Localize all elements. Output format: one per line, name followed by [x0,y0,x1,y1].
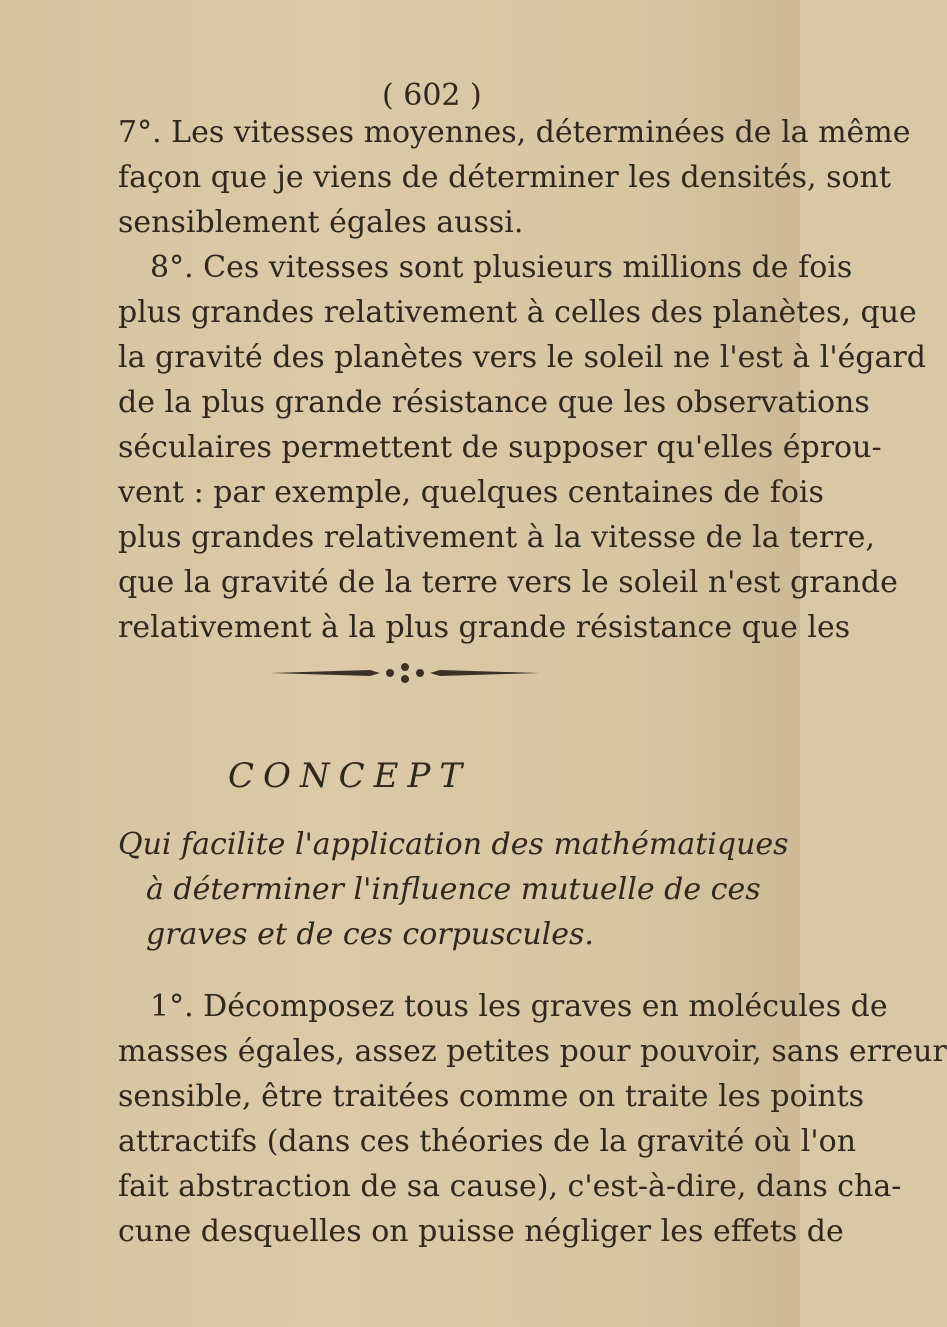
text-line: plus grandes relativement à la vitesse de la terre, [118,520,875,555]
section-heading: CONCEPT [228,756,472,796]
text-line: sensible, être traitées comme on traite les points [118,1079,865,1114]
subtitle-line: à déterminer l'influence mutuelle de ces [146,872,761,907]
text-line: masses égales, assez petites pour pouvoir, sans erreur [118,1034,947,1069]
text-line: de la plus grande résistance que les observations [118,385,870,420]
text-line: 1°. Décomposez tous les graves en molécules de [150,989,888,1024]
text-line: vent : par exemple, quelques centaines de fois [118,475,824,510]
text-line: 8°. Ces vitesses sont plusieurs millions de fois [150,250,853,285]
text-line: relativement à la plus grande résistance que les [118,610,851,645]
text-line: fait abstraction de sa cause), c'est-à-dire, dans cha- [118,1169,902,1204]
text-line: 7°. Les vitesses moyennes, déterminées de la même [118,115,911,150]
ornament-divider [270,660,540,684]
text-line: la gravité des planètes vers le soleil ne l'est à l'égard [118,340,926,375]
subtitle-line: graves et de ces corpuscules. [146,917,594,952]
page-number: ( 602 ) [382,78,482,113]
text-line: cune desquelles on puisse négliger les effets de [118,1214,844,1249]
text-line: plus grandes relativement à celles des planètes, que [118,295,917,330]
text-line: que la gravité de la terre vers le soleil n'est grande [118,565,898,600]
text-line: façon que je viens de déterminer les densités, sont [118,160,891,195]
text-line: séculaires permettent de supposer qu'elles éprou- [118,430,882,465]
text-line: sensiblement égales aussi. [118,205,524,240]
subtitle-line: Qui facilite l'application des mathématiques [118,827,789,862]
text-line: attractifs (dans ces théories de la gravité où l'on [118,1124,857,1159]
